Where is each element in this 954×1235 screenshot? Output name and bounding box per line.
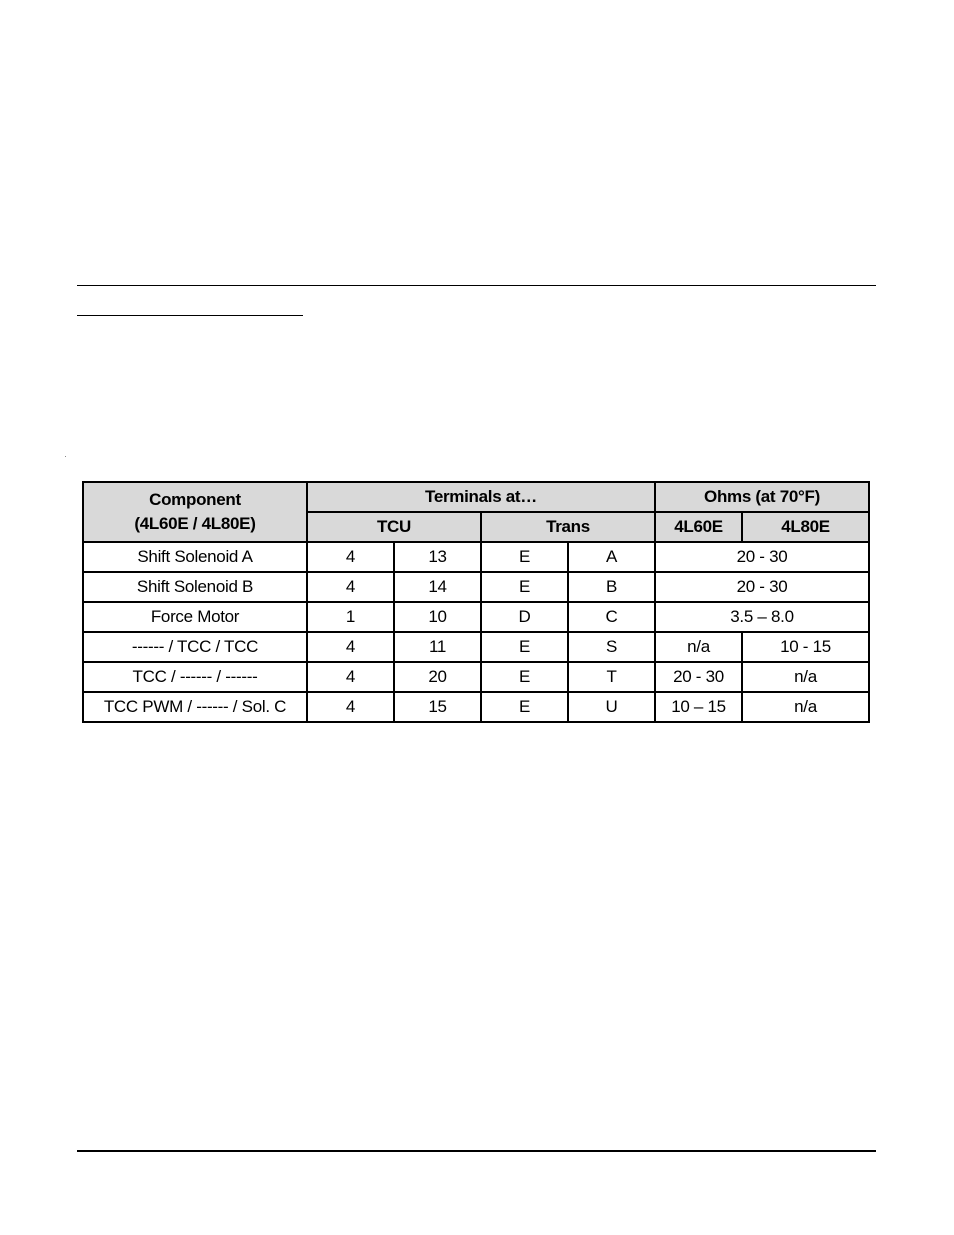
ohms-combined-cell: 20 - 30 [655, 572, 869, 602]
ohms-combined-cell: 3.5 – 8.0 [655, 602, 869, 632]
component-cell: Shift Solenoid A [83, 542, 307, 572]
table-row [83, 542, 869, 572]
tcu-header: TCU [307, 512, 481, 542]
4l80e-header: 4L80E [742, 512, 869, 542]
component-cell: TCC / ------ / ------ [83, 662, 307, 692]
component-header-line1: Component [149, 490, 241, 509]
trans-terminal-2-cell: B [568, 572, 655, 602]
solenoid-resistance-table [82, 481, 870, 723]
table-row [83, 662, 869, 692]
trans-terminal-2-cell: A [568, 542, 655, 572]
tcu-terminal-2-cell: 15 [394, 692, 481, 722]
table-row [83, 572, 869, 602]
table-row [83, 632, 869, 662]
ohms-4l80e-cell: n/a [742, 662, 869, 692]
top-rule [77, 285, 876, 286]
short-underline-rule [77, 315, 303, 316]
table-row [83, 692, 869, 722]
tcu-terminal-1-cell: 1 [307, 602, 394, 632]
tcu-terminal-1-cell: 4 [307, 632, 394, 662]
header-row-1 [83, 482, 869, 512]
trans-terminal-1-cell: E [481, 692, 568, 722]
trans-terminal-2-cell: U [568, 692, 655, 722]
ohms-4l80e-cell: n/a [742, 692, 869, 722]
tcu-terminal-2-cell: 14 [394, 572, 481, 602]
component-cell: ------ / TCC / TCC [83, 632, 307, 662]
tcu-terminal-2-cell: 13 [394, 542, 481, 572]
trans-terminal-1-cell: D [481, 602, 568, 632]
component-cell: Force Motor [83, 602, 307, 632]
page-speck [65, 456, 66, 457]
table-row [83, 602, 869, 632]
ohms-header: Ohms (at 70°F) [655, 482, 869, 512]
tcu-terminal-1-cell: 4 [307, 572, 394, 602]
component-cell: Shift Solenoid B [83, 572, 307, 602]
trans-terminal-1-cell: E [481, 632, 568, 662]
ohms-4l80e-cell: 10 - 15 [742, 632, 869, 662]
component-header-line2: (4L60E / 4L80E) [134, 514, 256, 533]
trans-terminal-1-cell: E [481, 572, 568, 602]
terminals-header: Terminals at… [307, 482, 655, 512]
trans-terminal-1-cell: E [481, 662, 568, 692]
4l60e-header: 4L60E [655, 512, 742, 542]
component-cell: TCC PWM / ------ / Sol. C [83, 692, 307, 722]
trans-terminal-1-cell: E [481, 542, 568, 572]
tcu-terminal-2-cell: 11 [394, 632, 481, 662]
tcu-terminal-1-cell: 4 [307, 692, 394, 722]
ohms-4l60e-cell: 20 - 30 [655, 662, 742, 692]
tcu-terminal-2-cell: 20 [394, 662, 481, 692]
trans-terminal-2-cell: S [568, 632, 655, 662]
trans-terminal-2-cell: T [568, 662, 655, 692]
ohms-4l60e-cell: 10 – 15 [655, 692, 742, 722]
tcu-terminal-1-cell: 4 [307, 542, 394, 572]
bottom-rule [77, 1150, 876, 1152]
trans-header: Trans [481, 512, 655, 542]
tcu-terminal-2-cell: 10 [394, 602, 481, 632]
ohms-combined-cell: 20 - 30 [655, 542, 869, 572]
tcu-terminal-1-cell: 4 [307, 662, 394, 692]
component-header [83, 482, 307, 542]
ohms-4l60e-cell: n/a [655, 632, 742, 662]
trans-terminal-2-cell: C [568, 602, 655, 632]
